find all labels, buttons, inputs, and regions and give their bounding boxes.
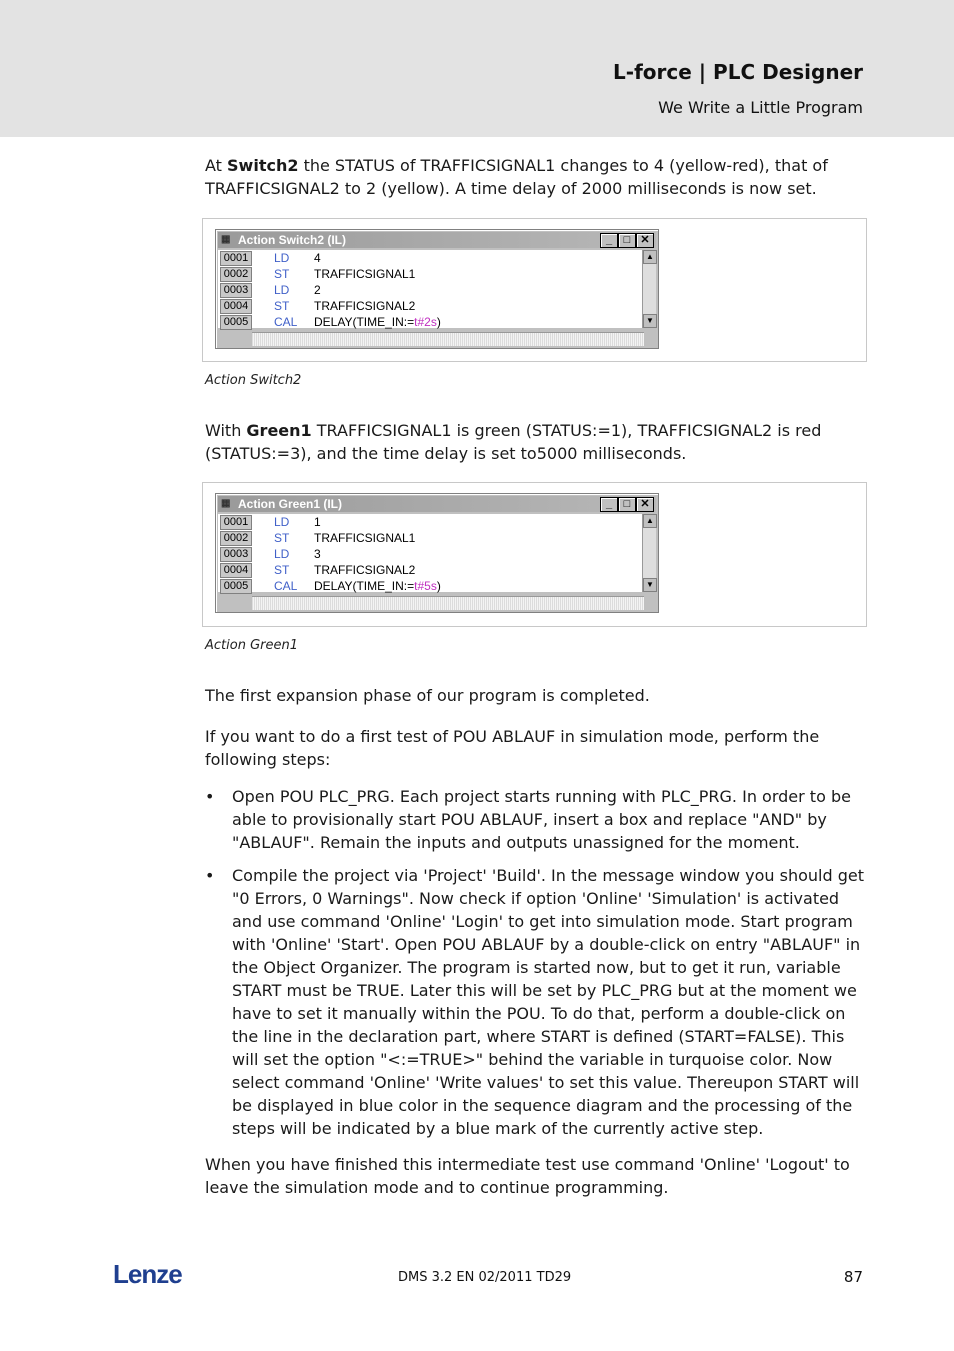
bullet-icon: • xyxy=(205,787,215,806)
bullet-icon: • xyxy=(205,866,215,885)
window-title: Action Green1 (IL) xyxy=(238,497,343,511)
code-line: 0004 ST TRAFFICSIGNAL2 xyxy=(218,562,644,578)
footer-doc-id: DMS 3.2 EN 02/2011 TD29 xyxy=(398,1270,572,1285)
bullet-item-1: Open POU PLC_PRG. Each project starts running with PLC_PRG. In order to be able to provisionally start POU ABLAUF, insert a box and replace "AND" by "ABLAUF". Remain the inputs and outputs unassigned for the moment. xyxy=(232,787,851,852)
window-titlebar xyxy=(218,232,656,248)
lenze-logo: Lenze xyxy=(113,1259,182,1289)
horizontal-scrollbar[interactable] xyxy=(252,596,644,610)
scroll-up-icon[interactable]: ▲ xyxy=(643,250,657,264)
figure-green1 xyxy=(202,482,867,627)
window-titlebar xyxy=(218,496,656,512)
caption-green1: Action Green1 xyxy=(205,638,298,653)
code-line: 0003 LD 2 xyxy=(218,282,644,298)
il-code-area[interactable] xyxy=(218,514,644,592)
header-title: L-force | PLC Designer xyxy=(613,60,863,84)
vertical-scrollbar[interactable] xyxy=(642,514,656,592)
paragraph-green1: With Green1 TRAFFICSIGNAL1 is green (STATUS:=1), TRAFFICSIGNAL2 is red (STATUS:=3), and the time delay is set to5000 milliseconds. xyxy=(205,421,822,463)
scroll-down-icon[interactable]: ▼ xyxy=(643,314,657,328)
figure-switch2 xyxy=(202,218,867,362)
app-icon: ▦ xyxy=(221,234,231,245)
code-line: 0001 LD 1 xyxy=(218,514,644,530)
code-line: 0005 CAL DELAY(TIME_IN:=t#5s) xyxy=(218,578,644,594)
il-window-green1 xyxy=(215,493,659,613)
il-window-switch2 xyxy=(215,229,659,349)
code-line: 0002 ST TRAFFICSIGNAL1 xyxy=(218,530,644,546)
page-header xyxy=(0,0,954,137)
close-button[interactable]: ✕ xyxy=(636,233,654,248)
paragraph-logout: When you have finished this intermediate test use command 'Online' 'Logout' to leave the simulation mode and to continue programming. xyxy=(205,1155,850,1197)
window-title: Action Switch2 (IL) xyxy=(238,233,346,247)
close-button[interactable]: ✕ xyxy=(636,497,654,512)
app-icon: ▦ xyxy=(221,498,231,509)
vertical-scrollbar[interactable] xyxy=(642,250,656,328)
code-line: 0003 LD 3 xyxy=(218,546,644,562)
paragraph-switch2: At Switch2 the STATUS of TRAFFICSIGNAL1 changes to 4 (yellow-red), that of TRAFFICSIGNAL2 to 2 (yellow). A time delay of 2000 milliseconds is now set. xyxy=(205,156,828,198)
paragraph-completed: The first expansion phase of our program is completed. xyxy=(205,686,650,705)
horizontal-scrollbar[interactable] xyxy=(252,332,644,346)
header-subtitle: We Write a Little Program xyxy=(658,98,863,117)
maximize-button[interactable]: □ xyxy=(618,497,636,512)
minimize-button[interactable]: _ xyxy=(600,233,618,248)
code-line: 0004 ST TRAFFICSIGNAL2 xyxy=(218,298,644,314)
page-number: 87 xyxy=(843,1268,863,1286)
maximize-button[interactable]: □ xyxy=(618,233,636,248)
bullet-item-2: Compile the project via 'Project' 'Build'. In the message window you should get "0 Errors, 0 Warnings". Now check if option 'Online' 'Simulation' is activated and use command 'Online' 'Login' to get into simulation mode. Start program with 'Online' 'Start'. Open POU ABLAUF by a double-click on entry "ABLAUF" in the Object Organizer. The program is started now, but to get it run, variable START must be TRUE. Later this will be set by PLC_PRG but at the moment we have to set it manually within the POU. To do that, perform a double-click on the line in the declaration part, where START is defined (START=FALSE). This will set the option "<:=TRUE>" behind the variable in turquoise color. Now select command 'Online' 'Write values' to set this value. Thereupon START will be displayed in blue color in the sequence diagram and the processing of the steps will be indicated by a blue mark of the currently active step. xyxy=(232,866,864,1138)
code-line: 0005 CAL DELAY(TIME_IN:=t#2s) xyxy=(218,314,644,330)
code-line: 0002 ST TRAFFICSIGNAL1 xyxy=(218,266,644,282)
minimize-button[interactable]: _ xyxy=(600,497,618,512)
scroll-up-icon[interactable]: ▲ xyxy=(643,514,657,528)
il-code-area[interactable] xyxy=(218,250,644,328)
paragraph-test-intro: If you want to do a first test of POU ABLAUF in simulation mode, perform the following steps: xyxy=(205,727,820,769)
scroll-down-icon[interactable]: ▼ xyxy=(643,578,657,592)
code-line: 0001 LD 4 xyxy=(218,250,644,266)
caption-switch2: Action Switch2 xyxy=(205,373,302,388)
